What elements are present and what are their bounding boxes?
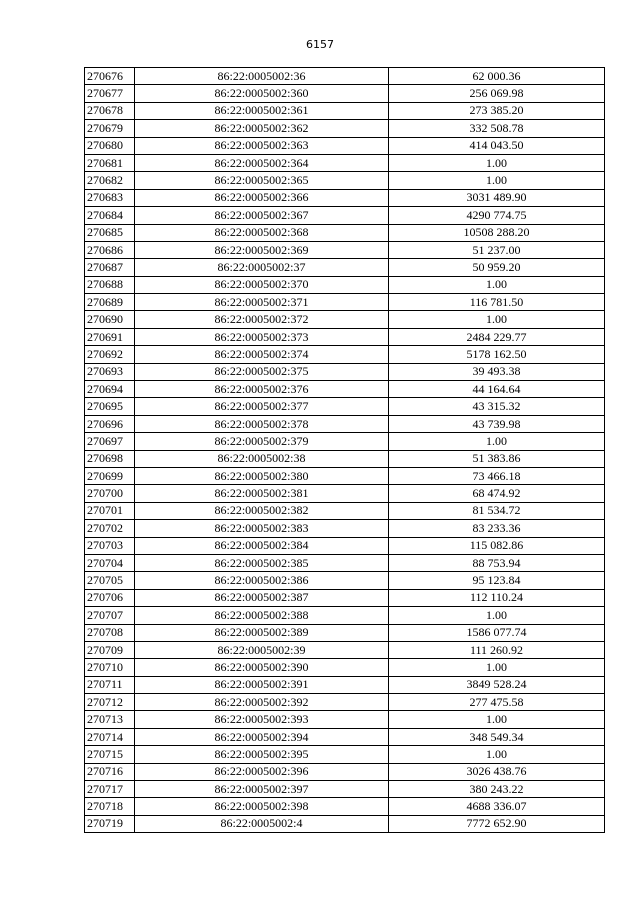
cadastral-number-cell: 86:22:0005002:4 — [135, 815, 389, 832]
row-number-cell: 270678 — [85, 102, 135, 119]
row-number-cell: 270696 — [85, 415, 135, 432]
cadastral-number-cell: 86:22:0005002:377 — [135, 398, 389, 415]
table-row — [85, 154, 605, 171]
table-row — [85, 728, 605, 745]
row-number-cell: 270719 — [85, 815, 135, 832]
cadastral-value-cell: 81 534.72 — [389, 502, 605, 519]
cadastral-number-cell: 86:22:0005002:363 — [135, 137, 389, 154]
table-row — [85, 85, 605, 102]
row-number-cell: 270700 — [85, 485, 135, 502]
table-row — [85, 311, 605, 328]
row-number-cell: 270697 — [85, 433, 135, 450]
page-number: 6157 — [306, 38, 334, 51]
row-number-cell: 270681 — [85, 154, 135, 171]
cadastral-number-cell: 86:22:0005002:368 — [135, 224, 389, 241]
table-row — [85, 815, 605, 832]
row-number-cell: 270702 — [85, 520, 135, 537]
cadastral-number-cell: 86:22:0005002:36 — [135, 68, 389, 85]
row-number-cell: 270711 — [85, 676, 135, 693]
row-number-cell: 270704 — [85, 554, 135, 571]
table-row — [85, 102, 605, 119]
table-row — [85, 798, 605, 815]
row-number-cell: 270687 — [85, 259, 135, 276]
row-number-cell: 270715 — [85, 746, 135, 763]
row-number-cell: 270705 — [85, 572, 135, 589]
cadastral-number-cell: 86:22:0005002:398 — [135, 798, 389, 815]
table-row — [85, 659, 605, 676]
table-row — [85, 711, 605, 728]
cadastral-number-cell: 86:22:0005002:381 — [135, 485, 389, 502]
cadastral-number-cell: 86:22:0005002:375 — [135, 363, 389, 380]
cadastral-value-cell: 1586 077.74 — [389, 624, 605, 641]
table-row — [85, 259, 605, 276]
row-number-cell: 270709 — [85, 641, 135, 658]
row-number-cell: 270683 — [85, 189, 135, 206]
cadastral-value-cell: 3031 489.90 — [389, 189, 605, 206]
cadastral-value-cell: 95 123.84 — [389, 572, 605, 589]
table-row — [85, 120, 605, 137]
cadastral-value-cell: 414 043.50 — [389, 137, 605, 154]
cadastral-number-cell: 86:22:0005002:383 — [135, 520, 389, 537]
cadastral-number-cell: 86:22:0005002:360 — [135, 85, 389, 102]
cadastral-value-cell: 7772 652.90 — [389, 815, 605, 832]
row-number-cell: 270690 — [85, 311, 135, 328]
table-row — [85, 537, 605, 554]
cadastral-number-cell: 86:22:0005002:385 — [135, 554, 389, 571]
cadastral-value-cell: 3849 528.24 — [389, 676, 605, 693]
row-number-cell: 270682 — [85, 172, 135, 189]
cadastral-number-cell: 86:22:0005002:388 — [135, 607, 389, 624]
cadastral-value-cell: 2484 229.77 — [389, 328, 605, 345]
table-body — [85, 68, 605, 833]
cadastral-value-cell: 111 260.92 — [389, 641, 605, 658]
row-number-cell: 270692 — [85, 346, 135, 363]
cadastral-value-cell: 256 069.98 — [389, 85, 605, 102]
row-number-cell: 270689 — [85, 294, 135, 311]
cadastral-value-cell: 112 110.24 — [389, 589, 605, 606]
cadastral-value-cell: 39 493.38 — [389, 363, 605, 380]
cadastral-number-cell: 86:22:0005002:395 — [135, 746, 389, 763]
cadastral-value-cell: 51 237.00 — [389, 241, 605, 258]
row-number-cell: 270701 — [85, 502, 135, 519]
row-number-cell: 270703 — [85, 537, 135, 554]
table-row — [85, 746, 605, 763]
table-row — [85, 224, 605, 241]
cadastral-number-cell: 86:22:0005002:389 — [135, 624, 389, 641]
cadastral-value-cell: 273 385.20 — [389, 102, 605, 119]
cadastral-value-cell: 348 549.34 — [389, 728, 605, 745]
row-number-cell: 270698 — [85, 450, 135, 467]
cadastral-number-cell: 86:22:0005002:374 — [135, 346, 389, 363]
cadastral-number-cell: 86:22:0005002:393 — [135, 711, 389, 728]
cadastral-value-cell: 1.00 — [389, 311, 605, 328]
cadastral-value-cell: 332 508.78 — [389, 120, 605, 137]
cadastral-number-cell: 86:22:0005002:387 — [135, 589, 389, 606]
cadastral-value-cell: 43 739.98 — [389, 415, 605, 432]
table-row — [85, 485, 605, 502]
cadastral-value-cell: 4688 336.07 — [389, 798, 605, 815]
cadastral-number-cell: 86:22:0005002:396 — [135, 763, 389, 780]
row-number-cell: 270684 — [85, 207, 135, 224]
cadastral-number-cell: 86:22:0005002:366 — [135, 189, 389, 206]
row-number-cell: 270716 — [85, 763, 135, 780]
cadastral-number-cell: 86:22:0005002:365 — [135, 172, 389, 189]
row-number-cell: 270676 — [85, 68, 135, 85]
cadastral-value-cell: 43 315.32 — [389, 398, 605, 415]
row-number-cell: 270694 — [85, 381, 135, 398]
table-row — [85, 763, 605, 780]
cadastral-number-cell: 86:22:0005002:367 — [135, 207, 389, 224]
cadastral-value-cell: 116 781.50 — [389, 294, 605, 311]
table-row — [85, 241, 605, 258]
cadastral-value-cell: 83 233.36 — [389, 520, 605, 537]
cadastral-number-cell: 86:22:0005002:386 — [135, 572, 389, 589]
table-row — [85, 363, 605, 380]
table-row — [85, 641, 605, 658]
cadastral-number-cell: 86:22:0005002:392 — [135, 694, 389, 711]
row-number-cell: 270685 — [85, 224, 135, 241]
cadastral-number-cell: 86:22:0005002:378 — [135, 415, 389, 432]
cadastral-value-cell: 1.00 — [389, 711, 605, 728]
cadastral-value-cell: 1.00 — [389, 433, 605, 450]
table-row — [85, 346, 605, 363]
cadastral-number-cell: 86:22:0005002:369 — [135, 241, 389, 258]
table-row — [85, 294, 605, 311]
row-number-cell: 270688 — [85, 276, 135, 293]
table-row — [85, 189, 605, 206]
cadastral-value-cell: 115 082.86 — [389, 537, 605, 554]
table-row — [85, 381, 605, 398]
cadastral-number-cell: 86:22:0005002:379 — [135, 433, 389, 450]
cadastral-value-cell: 73 466.18 — [389, 467, 605, 484]
cadastral-number-cell: 86:22:0005002:380 — [135, 467, 389, 484]
table-row — [85, 276, 605, 293]
cadastral-value-cell: 68 474.92 — [389, 485, 605, 502]
cadastral-value-cell: 88 753.94 — [389, 554, 605, 571]
row-number-cell: 270712 — [85, 694, 135, 711]
row-number-cell: 270706 — [85, 589, 135, 606]
cadastral-number-cell: 86:22:0005002:391 — [135, 676, 389, 693]
cadastral-number-cell: 86:22:0005002:384 — [135, 537, 389, 554]
row-number-cell: 270691 — [85, 328, 135, 345]
table-row — [85, 607, 605, 624]
row-number-cell: 270708 — [85, 624, 135, 641]
cadastral-value-cell: 5178 162.50 — [389, 346, 605, 363]
cadastral-value-cell: 44 164.64 — [389, 381, 605, 398]
cadastral-number-cell: 86:22:0005002:390 — [135, 659, 389, 676]
cadastral-number-cell: 86:22:0005002:376 — [135, 381, 389, 398]
cadastral-number-cell: 86:22:0005002:370 — [135, 276, 389, 293]
cadastral-value-cell: 62 000.36 — [389, 68, 605, 85]
cadastral-value-cell: 50 959.20 — [389, 259, 605, 276]
cadastral-value-cell: 1.00 — [389, 746, 605, 763]
cadastral-value-cell: 1.00 — [389, 659, 605, 676]
cadastral-number-cell: 86:22:0005002:373 — [135, 328, 389, 345]
row-number-cell: 270718 — [85, 798, 135, 815]
row-number-cell: 270699 — [85, 467, 135, 484]
cadastral-value-cell: 4290 774.75 — [389, 207, 605, 224]
table-row — [85, 589, 605, 606]
table-row — [85, 328, 605, 345]
table-row — [85, 694, 605, 711]
cadastral-value-table — [84, 67, 605, 833]
table-row — [85, 554, 605, 571]
row-number-cell: 270693 — [85, 363, 135, 380]
row-number-cell: 270686 — [85, 241, 135, 258]
table-row — [85, 415, 605, 432]
row-number-cell: 270710 — [85, 659, 135, 676]
table-row — [85, 137, 605, 154]
table-row — [85, 676, 605, 693]
row-number-cell: 270680 — [85, 137, 135, 154]
cadastral-value-cell: 51 383.86 — [389, 450, 605, 467]
table-row — [85, 624, 605, 641]
cadastral-value-cell: 1.00 — [389, 276, 605, 293]
cadastral-number-cell: 86:22:0005002:362 — [135, 120, 389, 137]
cadastral-value-cell: 1.00 — [389, 172, 605, 189]
row-number-cell: 270714 — [85, 728, 135, 745]
cadastral-number-cell: 86:22:0005002:394 — [135, 728, 389, 745]
cadastral-number-cell: 86:22:0005002:38 — [135, 450, 389, 467]
table-row — [85, 572, 605, 589]
table-row — [85, 433, 605, 450]
cadastral-number-cell: 86:22:0005002:364 — [135, 154, 389, 171]
table-row — [85, 502, 605, 519]
table-row — [85, 467, 605, 484]
cadastral-number-cell: 86:22:0005002:361 — [135, 102, 389, 119]
cadastral-value-cell: 380 243.22 — [389, 781, 605, 798]
row-number-cell: 270717 — [85, 781, 135, 798]
table-row — [85, 68, 605, 85]
table-row — [85, 781, 605, 798]
row-number-cell: 270679 — [85, 120, 135, 137]
cadastral-value-cell: 10508 288.20 — [389, 224, 605, 241]
row-number-cell: 270713 — [85, 711, 135, 728]
row-number-cell: 270707 — [85, 607, 135, 624]
cadastral-number-cell: 86:22:0005002:382 — [135, 502, 389, 519]
cadastral-value-cell: 3026 438.76 — [389, 763, 605, 780]
cadastral-value-cell: 1.00 — [389, 154, 605, 171]
table-row — [85, 450, 605, 467]
table-row — [85, 207, 605, 224]
cadastral-number-cell: 86:22:0005002:39 — [135, 641, 389, 658]
table-row — [85, 172, 605, 189]
cadastral-value-cell: 1.00 — [389, 607, 605, 624]
row-number-cell: 270677 — [85, 85, 135, 102]
cadastral-number-cell: 86:22:0005002:37 — [135, 259, 389, 276]
cadastral-number-cell: 86:22:0005002:371 — [135, 294, 389, 311]
cadastral-number-cell: 86:22:0005002:397 — [135, 781, 389, 798]
cadastral-number-cell: 86:22:0005002:372 — [135, 311, 389, 328]
cadastral-value-cell: 277 475.58 — [389, 694, 605, 711]
table-row — [85, 520, 605, 537]
table-row — [85, 398, 605, 415]
row-number-cell: 270695 — [85, 398, 135, 415]
